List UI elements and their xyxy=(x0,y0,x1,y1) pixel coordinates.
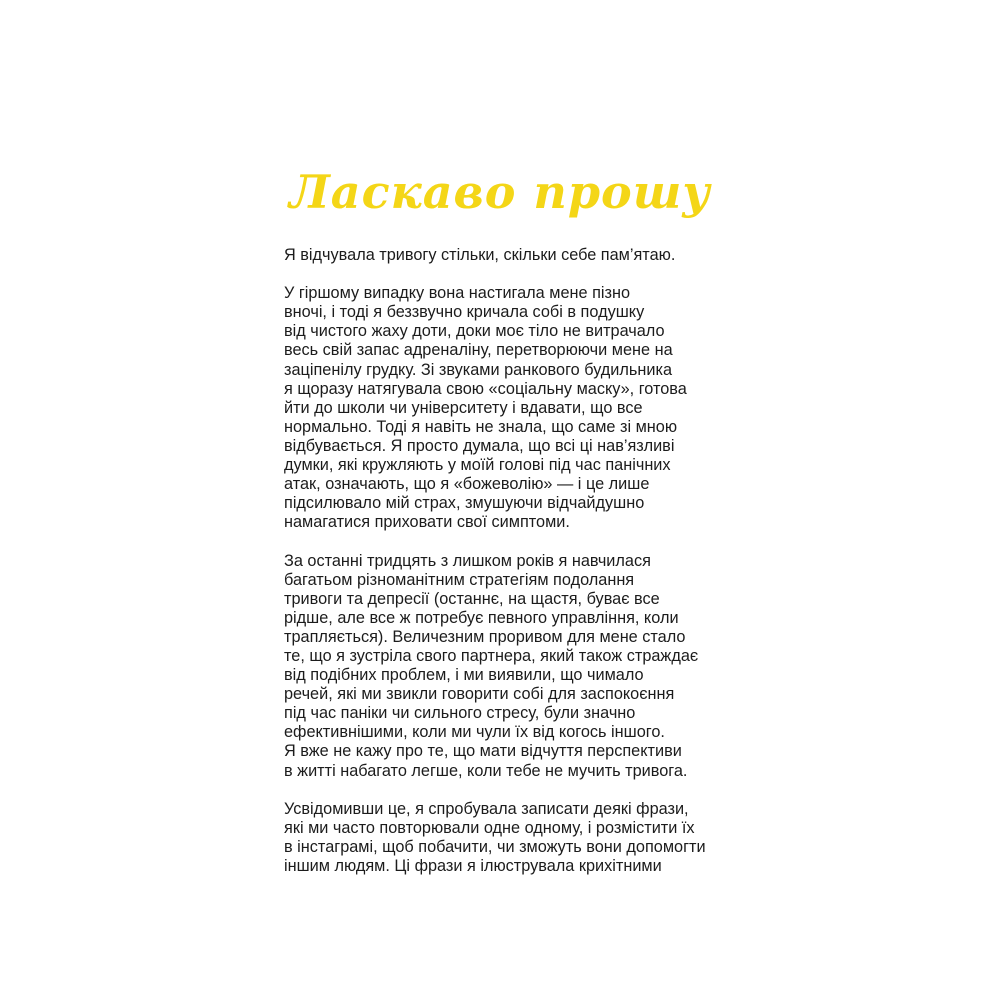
text-line: в інстаграмі, щоб побачити, чи зможуть вони допомогти xyxy=(284,837,706,856)
text-line: заціпенілу грудку. Зі звуками ранкового будильника xyxy=(284,360,673,379)
text-line: відбувається. Я просто думала, що всі ці нав’язливі xyxy=(284,436,675,455)
text-line: в житті набагато легше, коли тебе не мучить тривога. xyxy=(284,761,688,780)
text-line: від чистого жаху доти, доки моє тіло не витрачало xyxy=(284,322,665,341)
text-line: нормально. Тоді я навіть не знала, що саме зі мною xyxy=(284,417,678,436)
text-line: йти до школи чи університету і вдавати, що все xyxy=(284,398,643,417)
paragraph xyxy=(284,800,744,876)
text-line: те, що я зустріла свого партнера, який також страждає xyxy=(284,646,699,665)
paragraph xyxy=(284,246,744,265)
text-line: від подібних проблем, і ми виявили, що чимало xyxy=(284,666,644,685)
text-line: вночі, і тоді я беззвучно кричала собі в подушку xyxy=(284,303,645,322)
text-line: думки, які кружляють у моїй голові під час панічних xyxy=(284,456,671,475)
text-line: У гіршому випадку вона настигала мене пізно xyxy=(284,284,631,303)
text-line: Усвідомивши це, я спробувала записати деякі фрази, xyxy=(284,799,689,818)
text-line: За останні тридцять з лишком років я навчилася xyxy=(284,551,651,570)
paragraph xyxy=(284,552,744,781)
body-text xyxy=(284,246,744,895)
text-line: багатьом різноманітним стратегіям подолання xyxy=(284,570,635,589)
paragraph xyxy=(284,284,744,532)
text-line: Я відчувала тривогу стільки, скільки себе пам’ятаю. xyxy=(284,246,676,264)
text-line: ефективнішими, коли ми чули їх від когось іншого. xyxy=(284,723,665,742)
text-line: весь свій запас адреналіну, перетворюючи мене на xyxy=(284,341,673,360)
text-line: Я вже не кажу про те, що мати відчуття перспективи xyxy=(284,742,682,761)
text-line: атак, означають, що я «божеволію» — і це лише xyxy=(284,475,650,494)
text-line: підсилювало мій страх, змушуючи відчайдушно xyxy=(284,494,645,513)
text-line: тривоги та депресії (останнє, на щастя, буває все xyxy=(284,589,660,608)
text-line: іншим людям. Ці фрази я ілюструвала крихітними xyxy=(284,857,662,875)
text-line: намагатися приховати свої симптоми. xyxy=(284,513,570,532)
text-line: речей, які ми звикли говорити собі для заспокоєння xyxy=(284,685,675,704)
text-line: під час паніки чи сильного стресу, були значно xyxy=(284,704,636,723)
text-line: рідше, але все ж потребує певного управління, коли xyxy=(284,608,679,627)
text-line: трапляється). Величезним проривом для мене стало xyxy=(284,627,686,646)
chapter-title: Ласкаво прошу xyxy=(289,165,711,219)
text-line: які ми часто повторювали одне одному, і розмістити їх xyxy=(284,818,695,837)
text-line: я щоразу натягувала свою «соціальну маску», готова xyxy=(284,379,687,398)
